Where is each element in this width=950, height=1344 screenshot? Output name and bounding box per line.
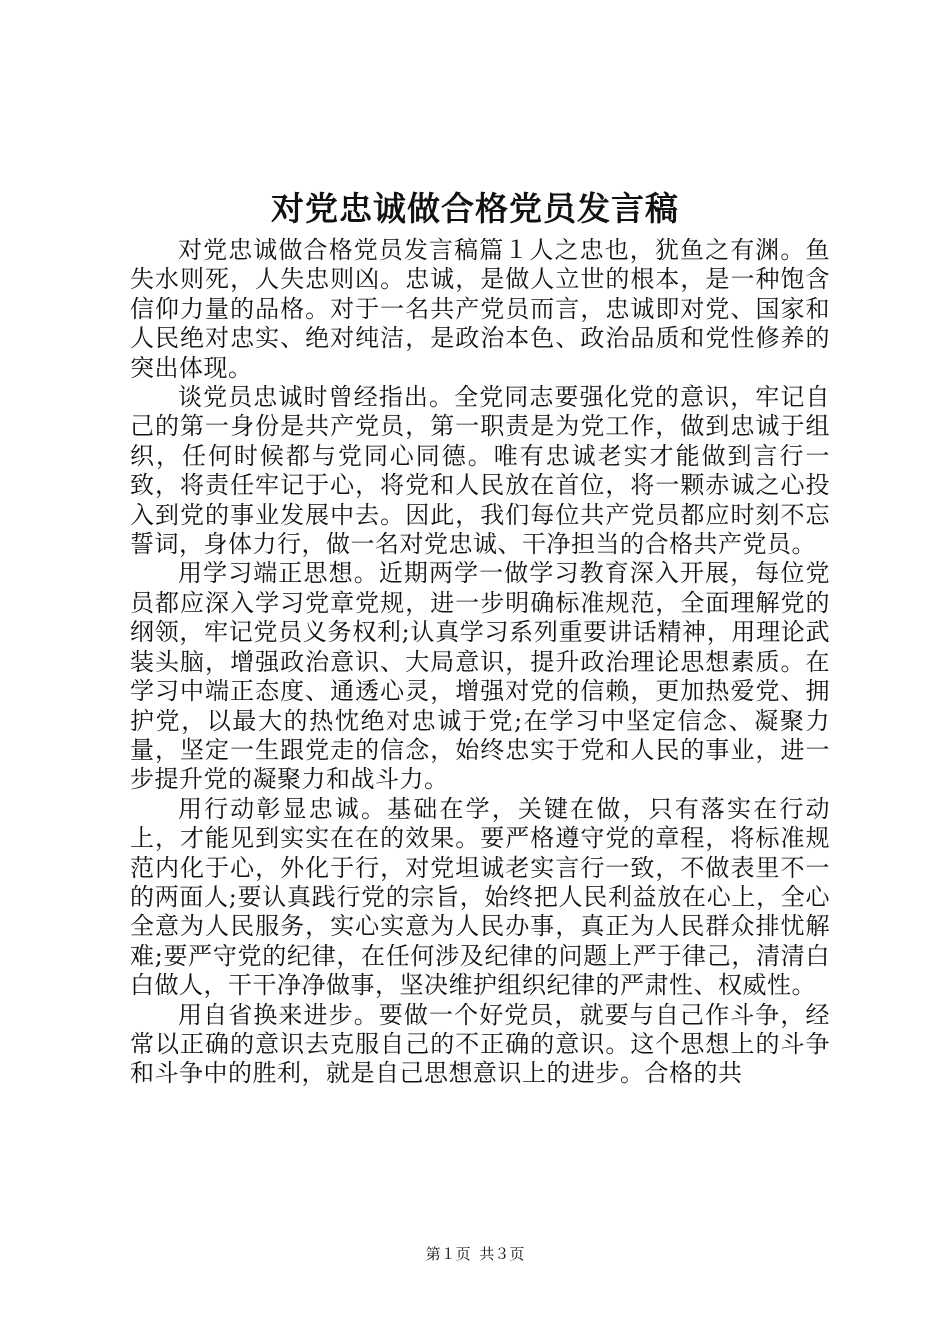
document-body: [130, 236, 830, 1089]
paragraph-1: 对党忠诚做合格党员发言稿篇１人之忠也，犹鱼之有渊。鱼失水则死，人失忠则凶。忠诚，是做人立世的根本，是一种饱含信仰力量的品格。对于一名共产党员而言，忠诚即对党、国家和人民绝对忠实、绝对纯洁，是政治本色、政治品质和党性修养的突出体现。: [130, 236, 830, 382]
document-title: 对党忠诚做合格党员发言稿: [271, 189, 679, 228]
paragraph-3: 用学习端正思想。近期两学一做学习教育深入开展，每位党员都应深入学习党章党规，进一步明确标准规范，全面理解党的纲领，牢记党员义务权利;认真学习系列重要讲话精神，用理论武装头脑，增强政治意识、大局意识，提升政治理论思想素质。在学习中端正态度、通透心灵，增强对党的信赖，更加热爱党、拥护党，以最大的热忱绝对忠诚于党;在学习中坚定信念、凝聚力量，坚定一生跟党走的信念，始终忠实于党和人民的事业，进一步提升党的凝聚力和战斗力。: [130, 559, 830, 794]
page-footer: [0, 1244, 950, 1264]
paragraph-4: 用行动彰显忠诚。基础在学，关键在做，只有落实在行动上，才能见到实实在在的效果。要严格遵守党的章程，将标准规范内化于心，外化于行，对党坦诚老实言行一致，不做表里不一的两面人;要认真践行党的宗旨，始终把人民利益放在心上，全心全意为人民服务，实心实意为人民办事，真正为人民群众排忧解难;要严守党的纪律，在任何涉及纪律的问题上严于律己，清清白白做人，干干净净做事，坚决维护组织纪律的严肃性、权威性。: [130, 794, 830, 1000]
paragraph-5: 用自省换来进步。要做一个好党员，就要与自己作斗争，经常以正确的意识去克服自己的不正确的意识。这个思想上的斗争和斗争中的胜利，就是自己思想意识上的进步。合格的共: [130, 1000, 830, 1088]
page-total: 共３页: [479, 1245, 525, 1263]
page-number: 第１页: [425, 1245, 471, 1263]
paragraph-2: 谈党员忠诚时曾经指出。全党同志要强化党的意识，牢记自己的第一身份是共产党员，第一职责是为党工作，做到忠诚于组织，任何时候都与党同心同德。唯有忠诚老实才能做到言行一致，将责任牢记于心，将党和人民放在首位，将一颗赤诚之心投入到党的事业发展中去。因此，我们每位共产党员都应时刻不忘誓词，身体力行，做一名对党忠诚、干净担当的合格共产党员。: [130, 383, 830, 559]
